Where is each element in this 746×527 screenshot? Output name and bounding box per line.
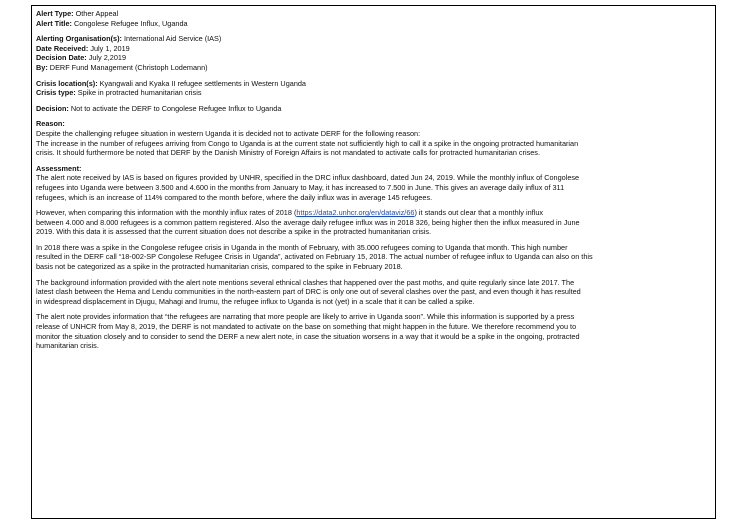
assessment-p4-line: in widespread displacement in Djugu, Mahagi and Irumu, the refugee influx to Uganda is not (yet) in a scale that it can be called a spike. (36, 296, 475, 306)
decision-label: Decision: (36, 103, 69, 113)
decision-date-label: Decision Date: (36, 53, 87, 63)
crisis-location-line (36, 79, 711, 89)
crisis-location-label: Crisis location(s): (36, 78, 98, 88)
assessment-p5-line: The alert note provides information that “the refugees are narrating that more people are likely to arrive in Uganda soon”. While this information is supported by a press (36, 312, 575, 322)
reason-line: Despite the challenging refugee situation in western Uganda it is decided not to activate DERF for the following reason: (36, 128, 421, 138)
assessment-p2-line (36, 208, 711, 218)
date-received-line (36, 44, 711, 54)
assessment-p1-line: refugees into Uganda were between 3.500 and 4.600 in the months from January to May, it has increased to 7.500 in June. This gives an average daily influx of 311 (36, 182, 565, 192)
assessment-p3-line: basis not be categorized as a spike in the protracted humanitarian crisis, compared to the spike in February 2018. (36, 262, 403, 272)
alert-title-label: Alert Title: (36, 18, 72, 28)
date-received-label: Date Received: (36, 43, 89, 53)
alert-title-line (36, 19, 711, 29)
by-line (36, 63, 711, 73)
assessment-p4-line: latest clash between the Hema and Lendu communities in the north-eastern part of DRC is only one out of several clashes over the past, and even though it has resulted (36, 287, 581, 297)
decision-date-line (36, 53, 711, 63)
assessment-p2-line: between 4.000 and 8.000 refugees is a common pattern registered. Also the average daily refugee influx was in 2018 326, being higher then the influx measured in June (36, 217, 580, 227)
assessment-p3-line: In 2018 there was a spike in the Congolese refugee crisis in Uganda in the month of February, with 35.000 refugees coming to Uganda that month. This high number (36, 242, 568, 252)
alert-type-line (36, 9, 711, 19)
decision-line (36, 104, 711, 114)
reason-line: crisis. It should furthermore be noted that DERF by the Danish Ministry of Foreign Affairs is not mandated to activate calls for protracted humanitarian crises. (36, 148, 540, 158)
assessment-p5-line: release of UNHCR from May 8, 2019, the DERF is not mandated to activate on the base on something that might happen in the future. We therefore recommend you to (36, 322, 577, 332)
alerting-org-value: International Aid Service (IAS) (121, 34, 222, 44)
assessment-p5-line: monitor the situation closely and to consider to send the DERF a new alert note, in case the situation worsens in a way that it would be a spike in the ongoing, protracted (36, 331, 580, 341)
alert-type-value: Other Appeal (73, 9, 119, 18)
crisis-location-value: Kyangwali and Kyaka II refugee settlements in Western Uganda (97, 78, 306, 88)
unhcr-dataviz-link[interactable]: https://data2.unhcr.org/en/dataviz/66 (296, 208, 415, 218)
assessment-p1-line: refugees, which is an increase of 114% compared to the month before, where the daily influx was in average 145 refugees. (36, 192, 433, 202)
assessment-p2-text-after: ) it stands out clear that a monthly influx (414, 208, 544, 218)
assessment-p1-line: The alert note received by IAS is based on figures provided by UNHR, specified in the DRC influx dashboard, dated Jun 24, 2019. While the monthly influx of Congolese (36, 173, 580, 183)
assessment-p5-line: humanitarian crisis. (36, 341, 99, 351)
alerting-org-line (36, 34, 711, 44)
reason-heading: Reason: (36, 119, 65, 129)
alerting-org-label: Alerting Organisation(s): (36, 34, 122, 44)
crisis-type-value: Spike in protracted humanitarian crisis (75, 88, 202, 98)
alert-title-value: Congolese Refugee Influx, Uganda (71, 18, 188, 28)
decision-date-value: July 2,2019 (86, 53, 127, 63)
by-value: DERF Fund Management (Christoph Lodemann) (47, 62, 208, 72)
alert-type-label: Alert Type: (36, 9, 74, 18)
assessment-p4-line: The background information provided with the alert note mentions several ethnical clashes that happened over the past moths, and quite regularly since late 2017. The (36, 277, 575, 287)
crisis-type-label: Crisis type: (36, 88, 76, 98)
assessment-heading: Assessment: (36, 163, 82, 173)
date-received-value: July 1, 2019 (88, 43, 130, 53)
by-label: By: (36, 62, 48, 72)
assessment-p3-line: resulted in the DERF call “18-002-SP Congolese Refugee Crisis in Uganda”, activated on February 15, 2018. The actual number of refugee influx to Uganda can also on this (36, 252, 593, 262)
decision-document (31, 5, 716, 519)
crisis-type-line (36, 88, 711, 98)
reason-line: The increase in the number of refugees arriving from Congo to Uganda is at the current state not sufficiently high to call it a spike in the ongoing protracted humanitarian (36, 138, 579, 148)
assessment-p2-text-before: However, when comparing this information with the monthly influx rates of 2018 ( (36, 208, 297, 218)
assessment-p2-line: 2019. With this data it is assessed that the current situation does not describe a spike in the protracted humanitarian crisis. (36, 227, 432, 237)
decision-value: Not to activate the DERF to Congolese Refugee Influx to Uganda (68, 103, 282, 113)
